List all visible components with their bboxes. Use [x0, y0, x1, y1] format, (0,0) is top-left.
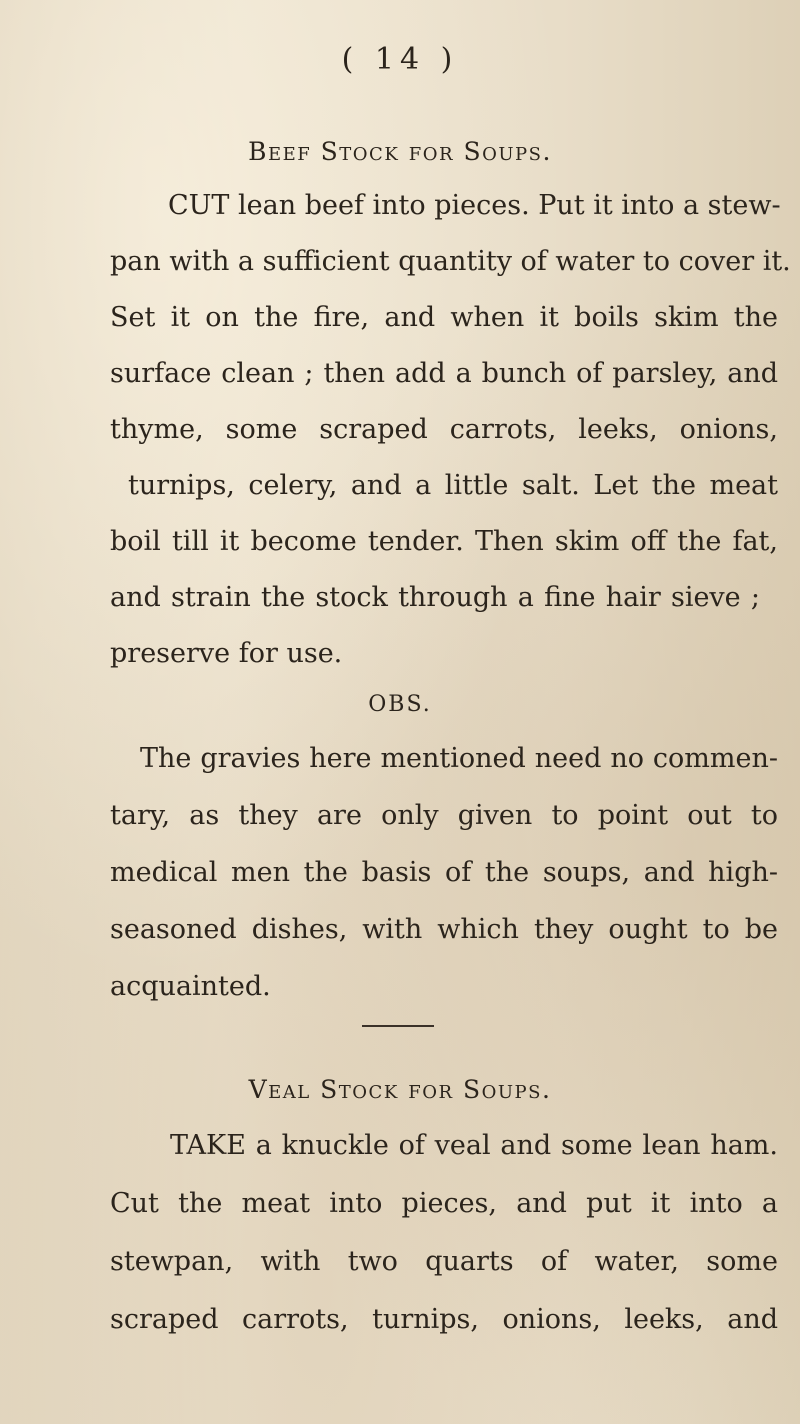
- text-line: tary, as they are only given to point out to: [110, 800, 778, 831]
- text-line: Cut the meat into pieces, and put it into a: [110, 1188, 778, 1219]
- text-line: acquainted.: [110, 971, 271, 1002]
- text-line: thyme, some scraped carrots, leeks, onions,: [110, 414, 778, 445]
- text-line: scraped carrots, turnips, onions, leeks, and: [110, 1304, 778, 1335]
- text-line: preserve for use.: [110, 638, 343, 669]
- text-line: Set it on the fire, and when it boils skim the: [110, 302, 778, 333]
- text-line: TAKE a knuckle of veal and some lean ham.: [170, 1130, 778, 1161]
- text-line: medical men the basis of the soups, and high-: [110, 857, 778, 888]
- text-line: surface clean ; then add a bunch of parsley, and: [110, 358, 778, 389]
- obs-heading: OBS.: [368, 692, 432, 717]
- text-line: seasoned dishes, with which they ought to be: [110, 914, 778, 945]
- text-line: CUT lean beef into pieces. Put it into a stew-: [168, 190, 781, 221]
- text-line: boil till it become tender. Then skim off the fat,: [110, 526, 778, 557]
- section-divider: [362, 1025, 434, 1027]
- text-line: The gravies here mentioned need no commen-: [140, 743, 778, 774]
- text-line: turnips, celery, and a little salt. Let the meat: [128, 470, 778, 501]
- section-heading-beef-stock: Beef Stock for Soups.: [248, 137, 552, 166]
- text-line: stewpan, with two quarts of water, some: [110, 1246, 778, 1277]
- text-line: and strain the stock through a fine hair sieve ;: [110, 582, 760, 613]
- section-heading-veal-stock: Veal Stock for Soups.: [248, 1075, 552, 1104]
- page-number: ( 14 ): [341, 42, 459, 77]
- text-line: pan with a sufficient quantity of water to cover it.: [110, 246, 791, 277]
